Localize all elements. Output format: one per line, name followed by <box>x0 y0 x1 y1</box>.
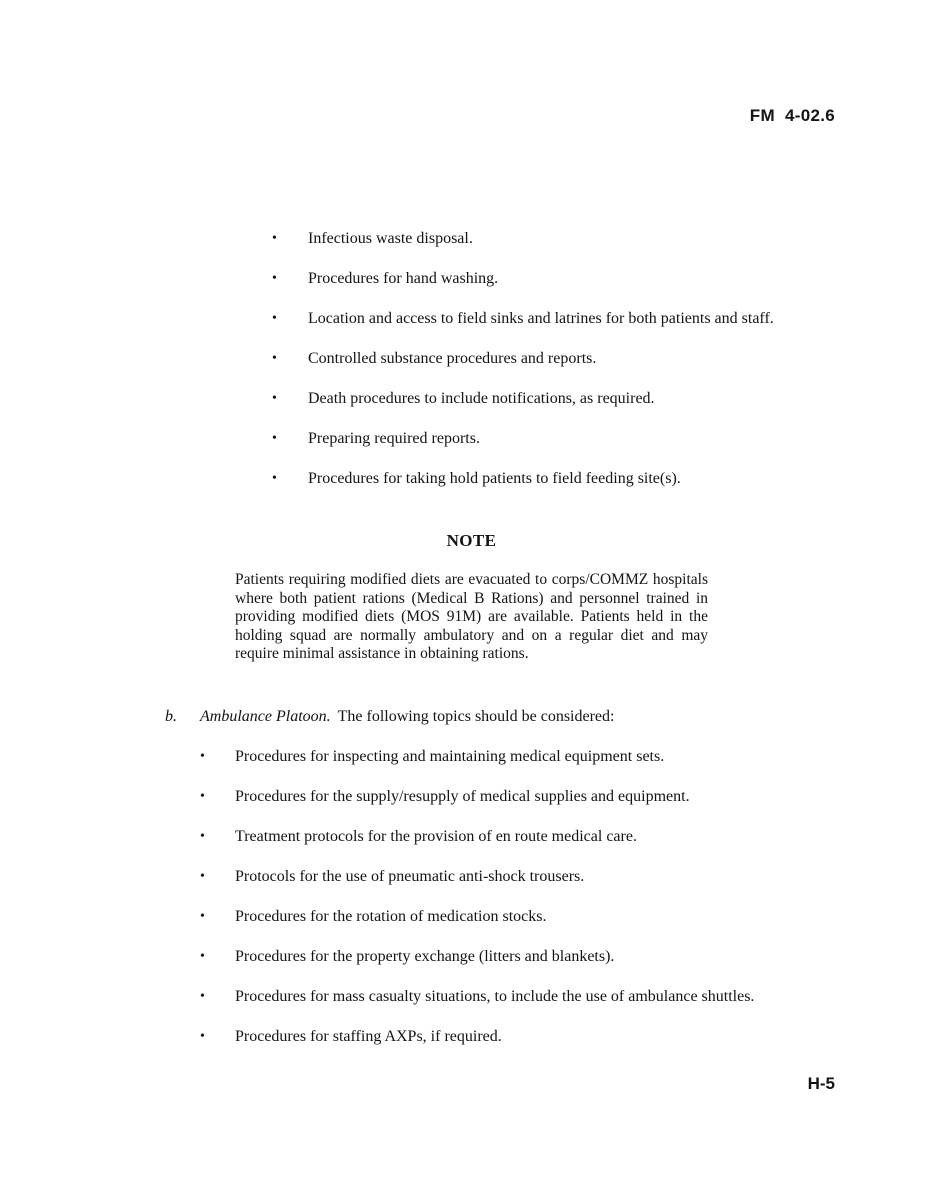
bullet-list-ambulance-platoon <box>200 747 754 1067</box>
note-heading: NOTE <box>446 531 497 550</box>
list-item-text: Procedures for inspecting and maintaining medical equipment sets. <box>235 748 665 765</box>
page-number: H-5 <box>807 1074 835 1093</box>
list-item <box>200 947 754 967</box>
paragraph-b-label: b. <box>165 708 177 725</box>
list-item-text: Procedures for the rotation of medication stocks. <box>235 908 547 925</box>
list-item <box>200 787 754 807</box>
bullet-icon: • <box>272 391 277 406</box>
bullet-icon: • <box>200 989 205 1004</box>
list-item <box>272 389 774 409</box>
list-item <box>200 747 754 767</box>
list-item <box>272 349 774 369</box>
list-item-text: Preparing required reports. <box>308 430 480 447</box>
bullet-icon: • <box>272 271 277 286</box>
list-item-text: Procedures for hand washing. <box>308 270 499 287</box>
bullet-icon: • <box>272 431 277 446</box>
list-item-text: Procedures for staffing AXPs, if required. <box>235 1028 502 1045</box>
bullet-icon: • <box>200 829 205 844</box>
bullet-icon: • <box>200 949 205 964</box>
bullet-icon: • <box>200 869 205 884</box>
list-item-text: Protocols for the use of pneumatic anti-shock trousers. <box>235 868 585 885</box>
list-item-text: Procedures for taking hold patients to field feeding site(s). <box>308 470 681 487</box>
list-item-text: Procedures for mass casualty situations, to include the use of ambulance shuttles. <box>235 988 755 1005</box>
note-body: Patients requiring modified diets are evacuated to corps/COMMZ hospitals where both patient rations (Medical B Rations) and personnel trained in providing modified diets (MOS 91M) are available. Patients held in the holding squad are normally ambulatory and on a regular diet and may require minimal assistance in obtaining rations. <box>235 571 708 663</box>
list-item <box>200 827 754 847</box>
bullet-icon: • <box>272 351 277 366</box>
paragraph-b-text: The following topics should be considered: <box>337 708 615 725</box>
bullet-icon: • <box>200 909 205 924</box>
list-item <box>272 429 774 449</box>
list-item <box>200 867 754 887</box>
bullet-icon: • <box>272 231 277 246</box>
list-item <box>272 309 774 329</box>
bullet-list-holding-squad <box>272 229 774 509</box>
list-item <box>200 987 754 1007</box>
bullet-icon: • <box>200 789 205 804</box>
paragraph-b <box>165 707 614 727</box>
bullet-icon: • <box>272 471 277 486</box>
list-item <box>272 469 774 489</box>
doc-number: FM 4-02.6 <box>749 106 835 125</box>
list-item-text: Treatment protocols for the provision of en route medical care. <box>235 828 637 845</box>
list-item-text: Death procedures to include notifications, as required. <box>308 390 655 407</box>
list-item-text: Controlled substance procedures and reports. <box>308 350 597 367</box>
list-item <box>200 1027 754 1047</box>
list-item-text: Procedures for the property exchange (litters and blankets). <box>235 948 615 965</box>
list-item-text: Infectious waste disposal. <box>308 230 473 247</box>
paragraph-b-title: Ambulance Platoon. <box>200 708 331 725</box>
list-item <box>200 907 754 927</box>
list-item <box>272 269 774 289</box>
list-item-text: Location and access to field sinks and latrines for both patients and staff. <box>308 310 774 327</box>
list-item-text: Procedures for the supply/resupply of medical supplies and equipment. <box>235 788 690 805</box>
list-item <box>272 229 774 249</box>
bullet-icon: • <box>200 1029 205 1044</box>
bullet-icon: • <box>272 311 277 326</box>
bullet-icon: • <box>200 749 205 764</box>
